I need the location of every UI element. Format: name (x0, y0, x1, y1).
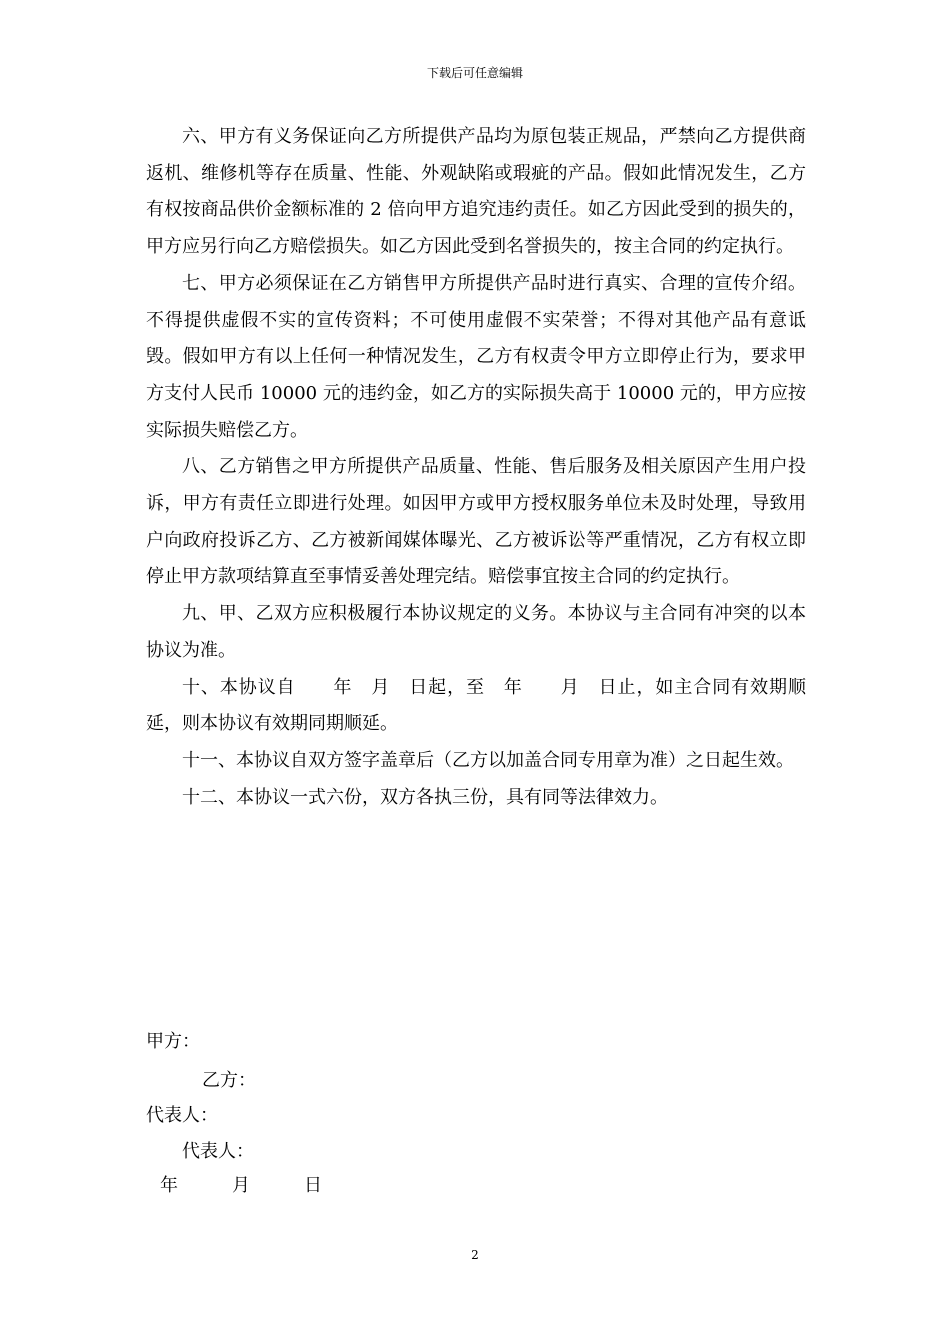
clause-8: 八、乙方销售之甲方所提供产品质量、性能、售后服务及相关原因产生用户投诉，甲方有责任立即进行处理。如因甲方或甲方授权服务单位未及时处理，导致用户向政府投诉乙方、乙方被新闻媒体曝光、乙方被诉讼等严重情况，乙方有权立即停止甲方款项结算直至事情妥善处理完结。赔偿事宜按主合同的约定执行。 (146, 456, 806, 588)
signing-date: 年 月 日 (160, 1175, 322, 1196)
page-number: 2 (471, 1248, 479, 1262)
clause-7: 七、甲方必须保证在乙方销售甲方所提供产品时进行真实、合理的宣传介绍。不得提供虚假不实的宣传资料；不可使用虚假不实荣誉；不得对其他产品有意诋毁。假如甲方有以上任何一种情况发生，乙方有权责令甲方立即停止行为，要求甲方支付人民币 10000 元的违约金，如乙方的实际损失高于 10000 元的，甲方应按实际损失赔偿乙方。 (146, 272, 806, 441)
contract-body (146, 119, 806, 816)
clause-9: 九、甲、乙双方应积极履行本协议规定的义务。本协议与主合同有冲突的以本协议为准。 (146, 603, 806, 661)
party-b-label: 乙方： (202, 1070, 256, 1091)
party-a-representative-label: 代表人： (146, 1105, 218, 1126)
clause-12: 十二、本协议一式六份，双方各执三份，具有同等法律效力。 (182, 786, 668, 808)
clause-11: 十一、本协议自双方签字盖章后（乙方以加盖合同专用章为准）之日起生效。 (182, 749, 794, 771)
clause-10: 十、本协议自 年 月 日起，至 年 月 日止，如主合同有效期顺延，则本协议有效期同期顺延。 (146, 676, 806, 735)
clause-6: 六、甲方有义务保证向乙方所提供产品均为原包装正规品，严禁向乙方提供商返机、维修机等存在质量、性能、外观缺陷或瑕疵的产品。假如此情况发生，乙方有权按商品供价金额标准的 2 倍向甲方追究违约责任。如乙方因此受到的损失的，甲方应另行向乙方赔偿损失。如乙方因此受到名誉损失的，按主合同的约定执行。 (146, 126, 806, 258)
party-b-representative-label: 代表人： (182, 1141, 254, 1162)
page-header: 下载后可任意编辑 (426, 66, 523, 80)
party-a-label: 甲方： (146, 1031, 200, 1052)
